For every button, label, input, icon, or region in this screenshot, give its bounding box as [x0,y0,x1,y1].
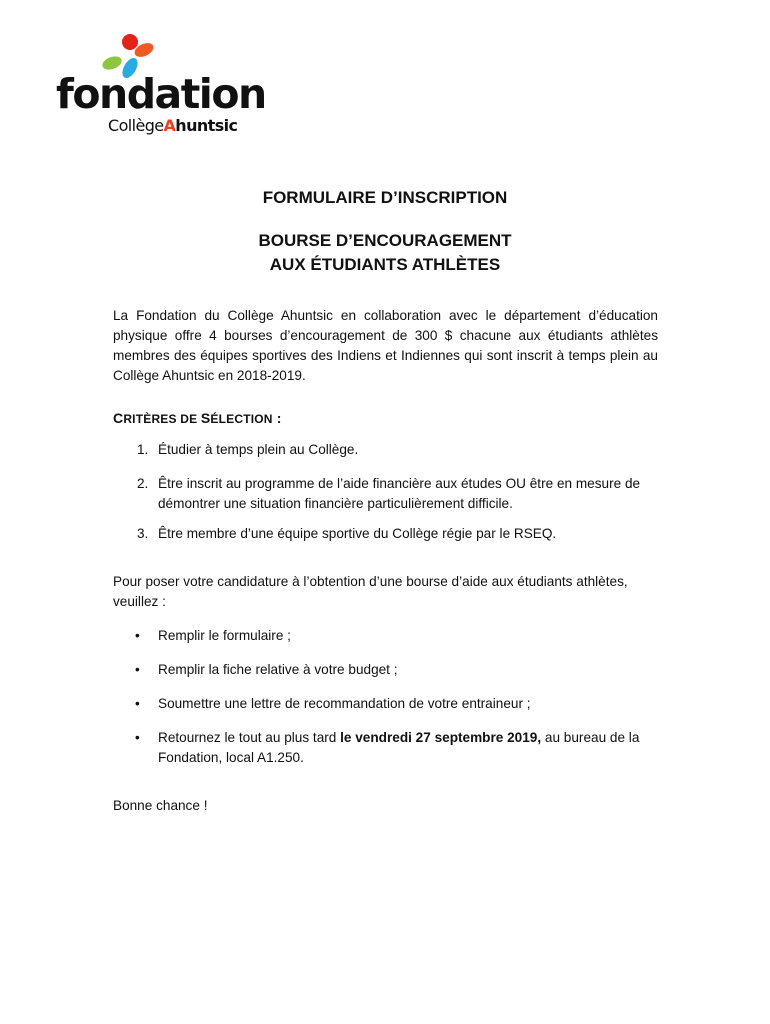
closing-text: Bonne chance ! [113,798,208,813]
logo-wordmark: fondation [56,70,266,118]
apply-intro: Pour poser votre candidature à l’obtention d’une bourse d’aide aux étudiants athlètes, veuillez : [113,574,628,609]
fondation-logo [56,30,266,142]
criteria-heading: CRITÈRES DE SÉLECTION : [113,410,282,426]
subtitle-line-1: BOURSE D’ENCOURAGEMENT [258,231,512,250]
page-title: FORMULAIRE D’INSCRIPTION [262,188,508,207]
intro-paragraph: La Fondation du Collège Ahuntsic en collaboration avec le département d’éducation physique offre 4 bourses d’encouragement de 300 $ chacune aux étudiants athlètes membres des équipes sportives des Indiens et Indiennes qui sont inscrit à temps plein au Collège Ahuntsic en 2018-2019. [113,308,658,383]
logo-college-name: CollègeAhuntsic [108,116,238,135]
subtitle-line-2: AUX ÉTUDIANTS ATHLÈTES [269,255,501,274]
deadline-date: le vendredi 27 septembre 2019, [340,730,542,745]
